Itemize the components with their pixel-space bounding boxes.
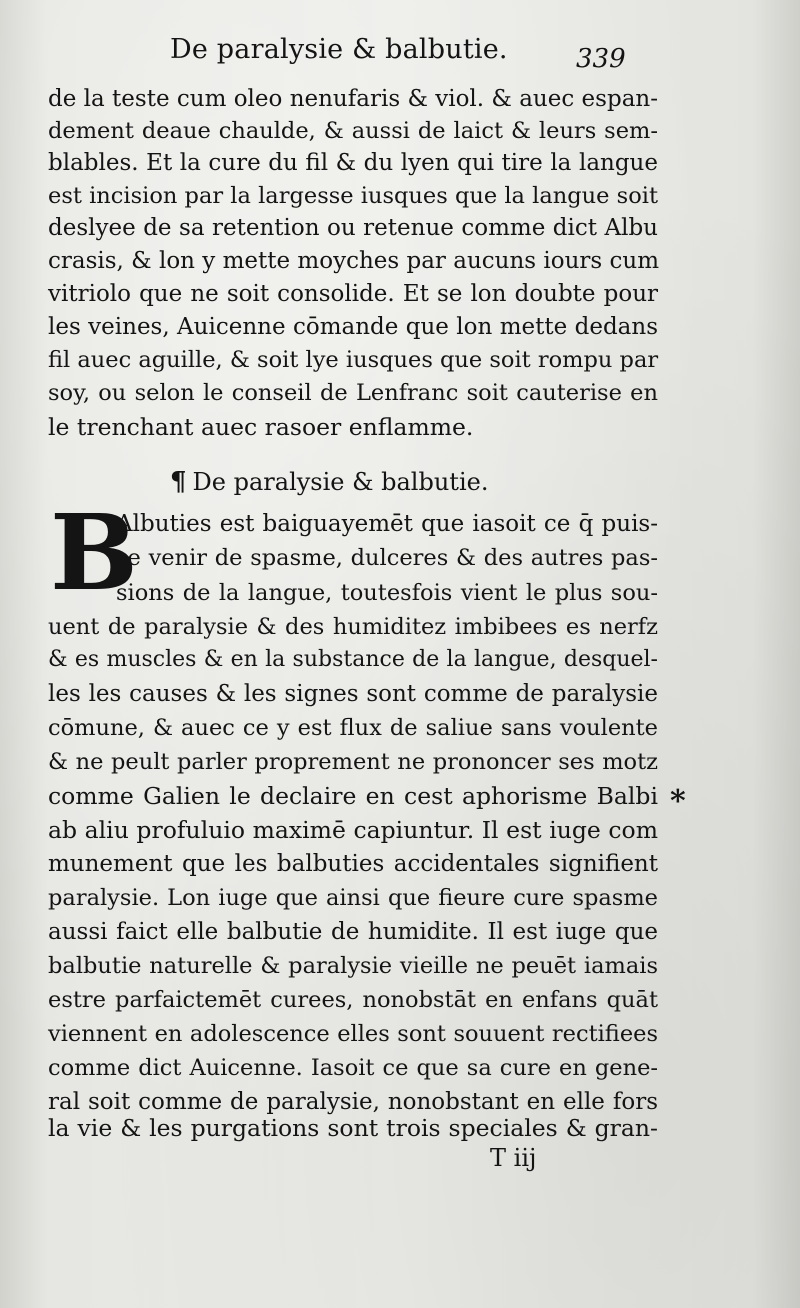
margin-asterisk: * (670, 784, 686, 819)
text-line: la vie & les purgations sont trois speciales & gran- (48, 1114, 658, 1142)
running-head: De paralysie & balbutie. (170, 34, 508, 65)
text-line: blables. Et la cure du fil & du lyen qui tire la langue (48, 150, 658, 176)
page-number: 339 (576, 44, 626, 74)
text-line: dement deaue chaulde, & aussi de laict & leurs sem- (48, 118, 658, 144)
text-line: deslyee de sa retention ou retenue comme dict Albu (48, 215, 658, 241)
page-header (0, 30, 800, 74)
text-line: aussi faict elle balbutie de humidite. Il est iuge que (48, 919, 658, 945)
text-line: & es muscles & en la substance de la langue, desquel- (48, 647, 658, 672)
text-line: Albuties est baiguayemēt que iasoit ce q̄ puis- (116, 511, 658, 537)
text-line: soy, ou selon le conseil de Lenfranc soit cauterise en (48, 380, 658, 406)
text-line: fil auec aguille, & soit lye iusques que soit rompu par (48, 347, 659, 373)
text-line: se venir de spasme, dulceres & des autres pas- (116, 545, 658, 571)
section-heading (170, 467, 488, 497)
text-line: paralysie. Lon iuge que ainsi que fieure cure spasme (48, 885, 658, 911)
text-line: est incision par la largesse iusques que la langue soit (48, 183, 658, 209)
text-line: uent de paralysie & des humiditez imbibees es nerfz (48, 614, 658, 640)
text-line: cōmune, & auec ce y est flux de saliue sans voulente (48, 715, 658, 741)
text-line: les les causes & les signes sont comme de paralysie (48, 681, 658, 707)
text-line: munement que les balbuties accidentales signifient (48, 851, 658, 877)
text-line: comme Galien le declaire en cest aphorisme Balbi (48, 782, 658, 810)
text-line: crasis, & lon y mette moyches par aucuns iours cum (48, 248, 660, 274)
text-line: ral soit comme de paralysie, nonobstant en elle fors (48, 1089, 658, 1115)
section-heading-text: De paralysie & balbutie. (192, 468, 489, 496)
text-line: le trenchant auec rasoer enflamme. (48, 413, 474, 441)
text-line: & ne peult parler proprement ne prononcer ses motz (48, 749, 658, 775)
text-line: sions de la langue, toutesfois vient le plus sou- (116, 580, 658, 606)
text-line: balbutie naturelle & paralysie vieille ne peuēt iamais (48, 953, 658, 979)
text-line: les veines, Auicenne cōmande que lon mette dedans (48, 314, 658, 340)
drop-cap: B (50, 491, 138, 614)
text-line: vitriolo que ne soit consolide. Et se lon doubte pour (48, 281, 658, 307)
text-line: comme dict Auicenne. Iasoit ce que sa cure en gene- (48, 1055, 658, 1081)
text-line: estre parfaictemēt curees, nonobstāt en enfans quāt (48, 987, 658, 1013)
text-line: viennent en adolescence elles sont souuent rectifiees (48, 1021, 658, 1047)
text-line: ab aliu profuluio maximē capiuntur. Il est iuge com (48, 816, 658, 844)
signature-mark: T iij (490, 1144, 537, 1172)
pilcrow-icon: ¶ (170, 467, 187, 497)
text-line: de la teste cum oleo nenufaris & viol. & auec espan- (48, 86, 658, 112)
